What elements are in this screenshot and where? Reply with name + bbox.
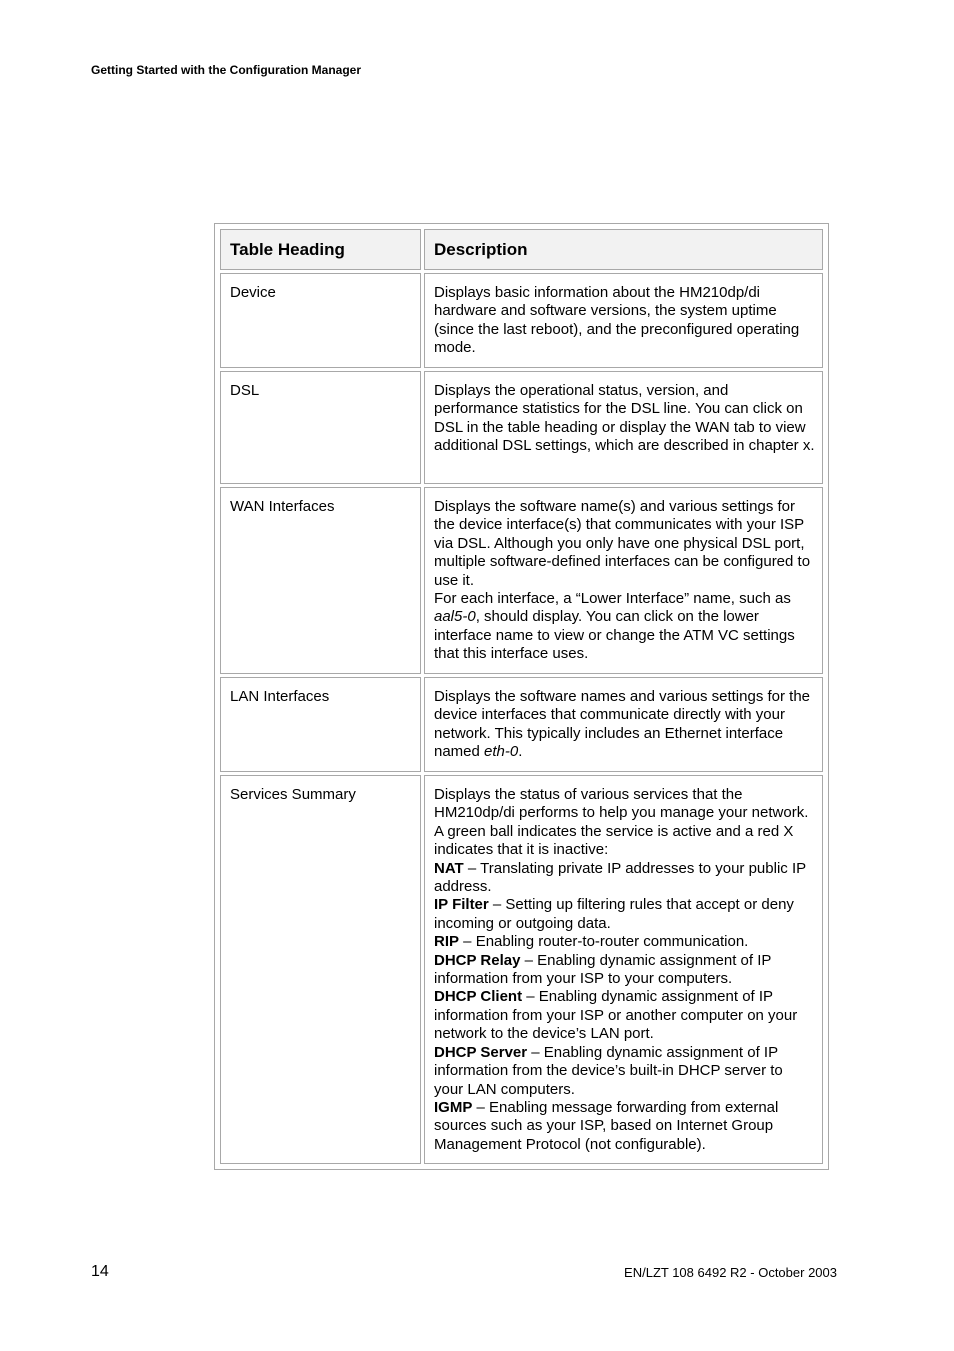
row-heading-device: Device bbox=[220, 273, 421, 368]
service-item-ip-filter bbox=[434, 896, 816, 933]
row-heading-dsl: DSL bbox=[220, 371, 421, 484]
service-text: – Enabling message forwarding from external sources such as your ISP, based on Internet Group Management Protocol (not configurable). bbox=[434, 1098, 779, 1153]
service-term: DHCP Relay bbox=[434, 951, 521, 969]
row-desc-lan bbox=[424, 677, 823, 772]
wan-desc-paragraph-2 bbox=[434, 590, 816, 664]
lan-desc-post: . bbox=[518, 743, 523, 761]
service-item-dhcp-client bbox=[434, 988, 816, 1043]
service-term: IP Filter bbox=[434, 896, 489, 914]
service-text: – Translating private IP addresses to your public IP address. bbox=[434, 859, 806, 896]
service-term: RIP bbox=[434, 933, 460, 951]
service-item-dhcp-relay bbox=[434, 952, 816, 989]
description-table bbox=[214, 223, 829, 1170]
row-desc-device: Displays basic information about the HM210dp/di hardware and software versions, the system uptime (since the last reboot), and the preconfigured operating mode. bbox=[424, 273, 823, 368]
wan-desc-2-post: , should display. You can click on the lower interface name to view or change the ATM VC settings that this interface uses. bbox=[434, 608, 795, 663]
wan-desc-2-emphasis: aal5-0 bbox=[434, 608, 476, 626]
table-row bbox=[220, 273, 823, 368]
lan-desc-pre: Displays the software names and various settings for the device interfaces that communicate directly with your network. This typically includes an Ethernet interface named bbox=[434, 688, 811, 761]
service-text: – Enabling dynamic assignment of IP information from your ISP to your computers. bbox=[434, 951, 772, 988]
table-row bbox=[220, 775, 823, 1164]
service-item-igmp bbox=[434, 1099, 816, 1154]
service-text: – Setting up filtering rules that accept or deny incoming or outgoing data. bbox=[434, 896, 794, 932]
service-text: – Enabling dynamic assignment of IP information from your ISP or another computer on your network to the device’s LAN port. bbox=[434, 988, 798, 1043]
service-term: IGMP bbox=[434, 1098, 473, 1116]
document-reference: EN/LZT 108 6492 R2 - October 2003 bbox=[624, 1265, 837, 1280]
services-intro: Displays the status of various services that the HM210dp/di performs to help you manage your network. A green ball indicates the service is active and a red X indicates that it is inactive: bbox=[434, 786, 809, 859]
wan-desc-paragraph-1: Displays the software name(s) and various settings for the device interface(s) that communicates with your ISP via DSL. Although you only have one physical DSL port, multiple software-defined interfaces can be configured to use it. bbox=[434, 498, 811, 589]
column-header-description: Description bbox=[424, 229, 823, 270]
service-text: – Enabling dynamic assignment of IP information from the device’s built-in DHCP server to your LAN computers. bbox=[434, 1043, 783, 1098]
wan-desc-2-pre: For each interface, a “Lower Interface” name, such as bbox=[434, 590, 791, 608]
service-term: NAT bbox=[434, 859, 464, 877]
service-text: – Enabling router-to-router communication. bbox=[459, 933, 749, 951]
row-desc-services bbox=[424, 775, 823, 1164]
service-item-dhcp-server bbox=[434, 1044, 816, 1099]
row-heading-lan: LAN Interfaces bbox=[220, 677, 421, 772]
column-header-table-heading: Table Heading bbox=[220, 229, 421, 270]
row-desc-dsl: Displays the operational status, version, and performance statistics for the DSL line. You can click on DSL in the table heading or display the WAN tab to view additional DSL settings, which are described in chapter x. bbox=[424, 371, 823, 484]
lan-desc-emphasis: eth-0 bbox=[484, 743, 519, 761]
row-heading-wan: WAN Interfaces bbox=[220, 487, 421, 674]
table-row bbox=[220, 371, 823, 484]
table-header-row bbox=[220, 229, 823, 270]
service-term: DHCP Server bbox=[434, 1043, 528, 1061]
service-item-rip bbox=[434, 933, 816, 951]
row-desc-wan bbox=[424, 487, 823, 674]
table-row bbox=[220, 677, 823, 772]
row-heading-services: Services Summary bbox=[220, 775, 421, 1164]
service-item-nat bbox=[434, 860, 816, 897]
table-row bbox=[220, 487, 823, 674]
service-term: DHCP Client bbox=[434, 988, 523, 1006]
running-header: Getting Started with the Configuration Manager bbox=[91, 63, 361, 77]
page-number: 14 bbox=[91, 1263, 109, 1280]
